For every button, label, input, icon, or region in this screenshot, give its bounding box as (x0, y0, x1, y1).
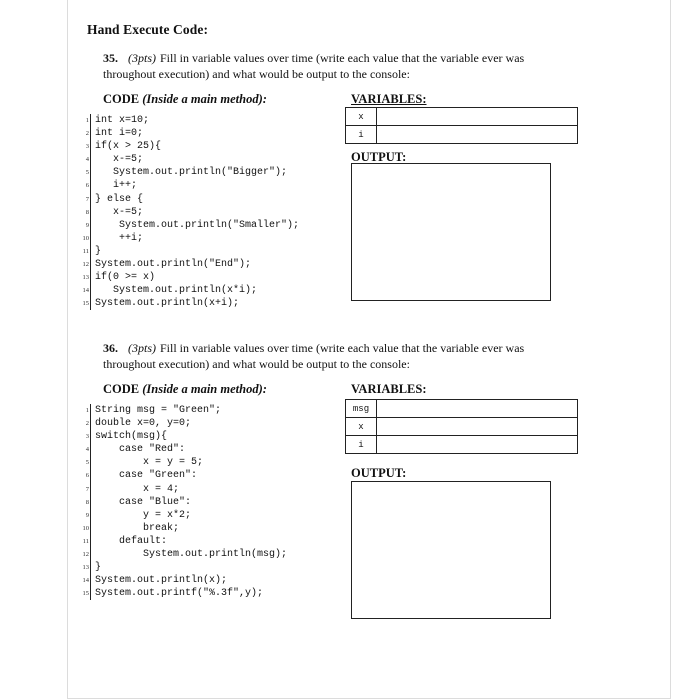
code-text: int x=10; (95, 115, 150, 126)
code-line (85, 469, 287, 482)
code-line (82, 535, 287, 548)
code-text: x = y = 5; (95, 457, 204, 469)
line-number: 2 (85, 420, 89, 428)
code-text: if(0 >= x) (95, 272, 156, 284)
code-text: ++i; (95, 232, 144, 244)
variable-value-cell[interactable] (377, 400, 578, 418)
code-text: System.out.println(x+i); (95, 298, 240, 310)
line-number: 11 (82, 247, 89, 255)
code-text: int i=0; (95, 128, 144, 140)
question-points: (3pts) (128, 51, 156, 65)
code-text: } else { (95, 193, 144, 205)
variable-name: x (346, 108, 377, 126)
code-line (85, 496, 287, 509)
code-text: i++; (95, 180, 138, 192)
code-line (85, 219, 300, 232)
code-text: break; (95, 522, 180, 534)
line-number: 4 (85, 156, 89, 164)
code-text: System.out.println("Bigger"); (95, 167, 288, 179)
question-35-prompt (103, 50, 603, 82)
code-line (82, 561, 287, 574)
code-text: System.out.println("End"); (95, 259, 252, 271)
line-number: 12 (82, 261, 89, 269)
output-heading-36: OUTPUT: (351, 466, 407, 480)
code-text: double x=0, y=0; (95, 418, 192, 430)
variables-table-35 (345, 107, 578, 144)
variable-name: i (346, 436, 377, 454)
output-box-35[interactable] (351, 163, 551, 301)
variables-table-36 (345, 399, 578, 454)
code-text: x-=5; (95, 154, 144, 166)
code-line (85, 166, 299, 179)
variable-name: i (346, 126, 377, 144)
code-line (82, 297, 299, 310)
code-line (85, 140, 299, 153)
line-number: 11 (82, 537, 89, 545)
code-text: System.out.println(x); (95, 575, 228, 587)
code-line (85, 509, 287, 522)
line-number: 13 (82, 274, 89, 282)
variable-row (346, 400, 578, 418)
code-line (82, 548, 288, 561)
line-number: 6 (85, 472, 89, 480)
line-number: 4 (85, 446, 89, 454)
output-box-36[interactable] (351, 481, 551, 619)
variables-heading-35: VARIABLES: (351, 92, 427, 106)
prompt-line-2: throughout execution) and what would be output to the console: (103, 67, 410, 81)
prompt-line-2: throughout execution) and what would be output to the console: (103, 357, 410, 371)
variables-heading-36: VARIABLES: (351, 382, 427, 396)
code-line (85, 483, 287, 496)
code-line (85, 443, 287, 456)
question-number: 35. (103, 51, 118, 65)
code-text: System.out.println("Smaller"); (95, 219, 300, 231)
prompt-line-1: Fill in variable values over time (write each value that the variable ever was (160, 51, 525, 65)
code-block-35 (82, 114, 300, 310)
code-line (85, 206, 299, 219)
code-line (85, 404, 287, 417)
code-text: System.out.println(msg); (95, 549, 288, 561)
code-text: default: (95, 535, 168, 547)
line-number: 1 (85, 117, 89, 124)
page-heading: Hand Execute Code: (87, 22, 209, 37)
line-number: 1 (85, 407, 89, 414)
code-line (82, 271, 299, 284)
code-text: x = 4; (95, 483, 180, 495)
line-number: 8 (85, 498, 89, 506)
code-heading-35: CODE (Inside a main method): (103, 92, 267, 106)
code-line (85, 179, 299, 192)
code-line (85, 430, 287, 443)
line-number: 5 (85, 459, 89, 467)
code-text: String msg = "Green"; (95, 405, 222, 416)
code-text: } (95, 245, 102, 257)
line-number: 15 (82, 300, 89, 308)
line-number: 14 (82, 287, 89, 295)
code-line (82, 522, 287, 535)
code-line (85, 127, 299, 140)
line-number: 10 (82, 234, 89, 242)
variable-value-cell[interactable] (377, 418, 578, 436)
question-points: (3pts) (128, 341, 156, 355)
code-heading-36: CODE (Inside a main method): (103, 382, 267, 396)
code-line (82, 258, 299, 271)
code-text: if(x > 25){ (95, 141, 162, 153)
variable-name: x (346, 418, 377, 436)
code-text: switch(msg){ (95, 431, 168, 443)
line-number: 14 (82, 577, 89, 585)
line-number: 6 (85, 182, 89, 190)
variable-row (346, 108, 578, 126)
code-line (82, 232, 299, 245)
code-line (82, 574, 287, 587)
code-text: System.out.printf("%.3f",y); (95, 588, 264, 600)
code-line (85, 114, 299, 127)
code-line (82, 587, 287, 600)
code-text: case "Red": (95, 444, 186, 456)
question-36-prompt (103, 340, 603, 372)
line-number: 9 (85, 221, 89, 229)
variable-row (346, 418, 578, 436)
code-text: case "Blue": (95, 496, 192, 508)
code-text: x-=5; (95, 206, 144, 218)
line-number: 9 (85, 511, 89, 519)
variable-name: msg (346, 400, 377, 418)
variable-row (346, 126, 578, 144)
line-number: 10 (82, 524, 89, 532)
code-line (82, 284, 299, 297)
line-number: 5 (85, 169, 89, 177)
prompt-line-1: Fill in variable values over time (write each value that the variable ever was (160, 341, 525, 355)
line-number: 12 (82, 551, 89, 559)
variable-row (346, 436, 578, 454)
code-text: System.out.println(x*i); (95, 285, 258, 297)
code-line (85, 193, 299, 206)
code-line (85, 153, 299, 166)
variable-value-cell[interactable] (377, 126, 578, 144)
line-number: 7 (85, 485, 89, 493)
variable-value-cell[interactable] (377, 436, 578, 454)
line-number: 3 (85, 433, 89, 441)
code-text: case "Green": (95, 470, 198, 482)
code-block-36 (82, 404, 288, 600)
variable-value-cell[interactable] (377, 108, 578, 126)
code-text: y = x*2; (95, 509, 192, 521)
line-number: 8 (85, 208, 89, 216)
question-number: 36. (103, 341, 118, 355)
line-number: 13 (82, 564, 89, 572)
line-number: 7 (85, 195, 89, 203)
code-text: } (95, 562, 102, 574)
code-line (82, 245, 299, 258)
code-line (85, 417, 287, 430)
code-line (85, 456, 287, 469)
output-heading-35: OUTPUT: (351, 150, 407, 164)
line-number: 2 (85, 130, 89, 138)
line-number: 15 (82, 590, 89, 598)
line-number: 3 (85, 143, 89, 151)
